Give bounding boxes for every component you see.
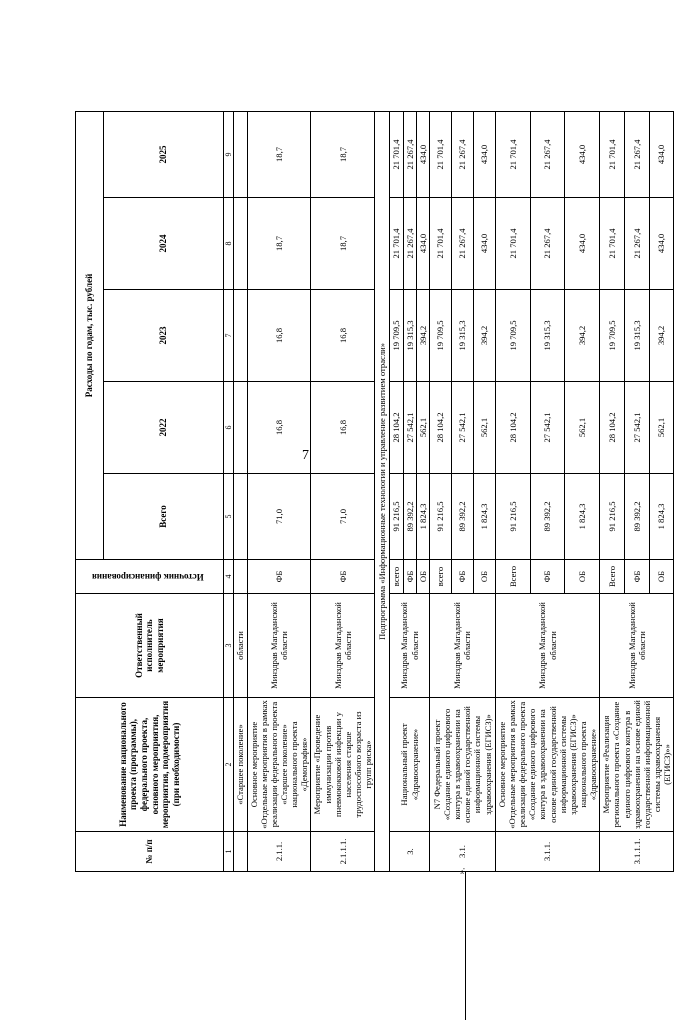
row-2023: 16,8: [311, 290, 375, 382]
index-row: [224, 111, 234, 871]
rotated-table-container: [75, 112, 674, 872]
header-name: Наименование национального проекта (программы), федерального проекта, основного мероприятия, мероприятия, подмероприятия (при необходимости): [76, 698, 224, 832]
row-2024: 21 267,4: [624, 198, 649, 290]
row-source: ОБ: [473, 560, 495, 594]
row-2024: 18,7: [311, 198, 375, 290]
row-2024: 434,0: [416, 198, 429, 290]
row-2025: 21 701,4: [429, 111, 451, 197]
row-executor: Минздрав Магаданской области: [390, 594, 429, 698]
row-2022: 562,1: [416, 382, 429, 474]
header-executor: Ответственный исполнитель мероприятия: [76, 594, 224, 698]
empty-cell: [234, 832, 247, 872]
table-row: [429, 111, 451, 871]
index-cell: 3: [224, 594, 234, 698]
row-num: 3.: [390, 832, 429, 872]
closing-quote: ».: [456, 867, 467, 875]
row-total: 71,0: [311, 474, 375, 560]
index-cell: 2: [224, 698, 234, 832]
row-total: 1 824,3: [473, 474, 495, 560]
row-2022: 27 542,1: [530, 382, 565, 474]
row-2023: 16,8: [247, 290, 311, 382]
header-year-2025: 2025: [104, 111, 224, 197]
row-num: 2.1.1.: [247, 832, 311, 872]
row-name: Мероприятие «Проведение иммунизации против пневмококковой инфекции у населения старше трудоспособного возраста из групп риска»: [311, 698, 375, 832]
row-total: 1 824,3: [649, 474, 674, 560]
row-executor: Минздрав Магаданской области: [600, 594, 674, 698]
row-2022: 28 104,2: [495, 382, 530, 474]
row-source: ФБ: [311, 560, 375, 594]
row-source: Всего: [600, 560, 625, 594]
row-executor: Минздрав Магаданской области: [429, 594, 495, 698]
row-source: ФБ: [624, 560, 649, 594]
row-2024: 21 701,4: [600, 198, 625, 290]
row-total: 91 216,5: [600, 474, 625, 560]
table-row: [311, 111, 375, 871]
row-name: Основное мероприятие «Отдельные мероприятия в рамках реализации федерального проекта «Создание единого цифрового контура в здравоохранении на основе единой государственной информационной системы здравоохранения (ЕГИСЗ)» национального проекта «Здравоохранение»: [495, 698, 599, 832]
row-source: всего: [390, 560, 403, 594]
row-2023: 394,2: [473, 290, 495, 382]
row-num: 3.1.: [429, 832, 495, 872]
expenses-table: [75, 111, 674, 872]
row-2024: 21 701,4: [495, 198, 530, 290]
row-2024: 21 267,4: [451, 198, 473, 290]
row-2025: 21 267,4: [624, 111, 649, 197]
index-cell: 5: [224, 474, 234, 560]
row-2023: 19 709,5: [429, 290, 451, 382]
index-cell: 6: [224, 382, 234, 474]
row-2022: 27 542,1: [451, 382, 473, 474]
row-source: ФБ: [247, 560, 311, 594]
index-cell: 4: [224, 560, 234, 594]
row-2023: 19 315,3: [451, 290, 473, 382]
row-2024: 21 701,4: [390, 198, 403, 290]
row-2022: 28 104,2: [390, 382, 403, 474]
row-2025: 18,7: [247, 111, 311, 197]
row-2024: 18,7: [247, 198, 311, 290]
header-year-2023: 2023: [104, 290, 224, 382]
row-source: ОБ: [565, 560, 600, 594]
row-name: «Старшее поколение»: [234, 698, 247, 832]
header-total: Всего: [104, 474, 224, 560]
row-source: ОБ: [416, 560, 429, 594]
row-total: 91 216,5: [495, 474, 530, 560]
header-year-2024: 2024: [104, 198, 224, 290]
row-executor: области: [234, 594, 247, 698]
row-total: 71,0: [247, 474, 311, 560]
row-num: 2.1.1.1.: [311, 832, 375, 872]
row-2022: 562,1: [649, 382, 674, 474]
row-total: 1 824,3: [416, 474, 429, 560]
row-2024: 21 267,4: [530, 198, 565, 290]
row-name: Основное мероприятие «Отдельные мероприятия в рамках реализации федерального проекта «Старшее поколение» национального проекта «Демография»: [247, 698, 311, 832]
index-cell: 9: [224, 111, 234, 197]
header-expenses: Расходы по годам, тыс. рублей: [76, 111, 104, 559]
index-cell: 7: [224, 290, 234, 382]
row-total: 91 216,5: [390, 474, 403, 560]
row-total: 89 392,2: [403, 474, 416, 560]
row-2022: 27 542,1: [624, 382, 649, 474]
row-2024: 434,0: [473, 198, 495, 290]
row-num: 3.1.1.: [495, 832, 599, 872]
row-2023: 394,2: [565, 290, 600, 382]
row-2023: 19 709,5: [390, 290, 403, 382]
row-2024: 21 267,4: [403, 198, 416, 290]
row-num: 3.1.1.1.: [600, 832, 674, 872]
row-2025: 21 267,4: [530, 111, 565, 197]
row-source: ФБ: [451, 560, 473, 594]
table-row: [247, 111, 311, 871]
row-2025: 21 701,4: [600, 111, 625, 197]
row-2023: 19 315,3: [624, 290, 649, 382]
row-2022: 28 104,2: [429, 382, 451, 474]
empty-cell: [234, 474, 247, 560]
row-2023: 19 709,5: [495, 290, 530, 382]
empty-cell: [234, 111, 247, 197]
empty-cell: [234, 198, 247, 290]
row-total: 91 216,5: [429, 474, 451, 560]
row-2025: 18,7: [311, 111, 375, 197]
row-2023: 394,2: [416, 290, 429, 382]
row-2025: 434,0: [649, 111, 674, 197]
table-row: [495, 111, 530, 871]
row-source: Всего: [495, 560, 530, 594]
row-2024: 434,0: [565, 198, 600, 290]
row-total: 1 824,3: [565, 474, 600, 560]
footer-line: [465, 872, 466, 1020]
row-executor: Минздрав Магаданской области: [311, 594, 375, 698]
page-number: 7: [302, 448, 309, 463]
index-cell: 8: [224, 198, 234, 290]
row-executor: Минздрав Магаданской области: [247, 594, 311, 698]
row-2023: 19 315,3: [403, 290, 416, 382]
index-cell: 1: [224, 832, 234, 872]
row-2025: 434,0: [416, 111, 429, 197]
row-2025: 434,0: [473, 111, 495, 197]
row-2023: 19 315,3: [530, 290, 565, 382]
row-2022: 27 542,1: [403, 382, 416, 474]
row-source: всего: [429, 560, 451, 594]
row-2025: 21 267,4: [403, 111, 416, 197]
row-2022: 16,8: [311, 382, 375, 474]
row-2025: 21 701,4: [495, 111, 530, 197]
header-source: Источник финансирования: [76, 560, 224, 594]
empty-cell: [234, 560, 247, 594]
empty-cell: [234, 382, 247, 474]
row-2022: 562,1: [473, 382, 495, 474]
row-2022: 28 104,2: [600, 382, 625, 474]
row-total: 89 392,2: [624, 474, 649, 560]
row-name: N7 Федеральный проект «Создание единого цифрового контура в здравоохранении на основе единой государственной информационной системы здравоохранения (ЕГИСЗ)»: [429, 698, 495, 832]
row-2022: 562,1: [565, 382, 600, 474]
row-2025: 21 701,4: [390, 111, 403, 197]
row-name: Мероприятие «Реализация регионального проекта «Создание единого цифрового контура в здравоохранении на основе единой государственной информационной системы здравоохранения (ЕГИСЗ)»»: [600, 698, 674, 832]
row-source: ФБ: [530, 560, 565, 594]
row-source: ОБ: [649, 560, 674, 594]
table-row: [234, 111, 247, 871]
row-total: 89 392,2: [530, 474, 565, 560]
row-total: 89 392,2: [451, 474, 473, 560]
table-row: [600, 111, 625, 871]
table-row: [390, 111, 403, 871]
header-year-2022: 2022: [104, 382, 224, 474]
header-num: № п/п: [76, 832, 224, 872]
row-2022: 16,8: [247, 382, 311, 474]
empty-cell: [234, 290, 247, 382]
row-2024: 434,0: [649, 198, 674, 290]
row-2025: 21 267,4: [451, 111, 473, 197]
row-2023: 394,2: [649, 290, 674, 382]
row-source: ФБ: [403, 560, 416, 594]
row-2023: 19 709,5: [600, 290, 625, 382]
row-2025: 434,0: [565, 111, 600, 197]
subprogram-title: Подпрограмма «Информационные технологии и управление развитием отрасли»: [375, 111, 390, 871]
row-executor: Минздрав Магаданской области: [495, 594, 599, 698]
row-2024: 21 701,4: [429, 198, 451, 290]
row-name: Национальный проект «Здравоохранение»: [390, 698, 429, 832]
